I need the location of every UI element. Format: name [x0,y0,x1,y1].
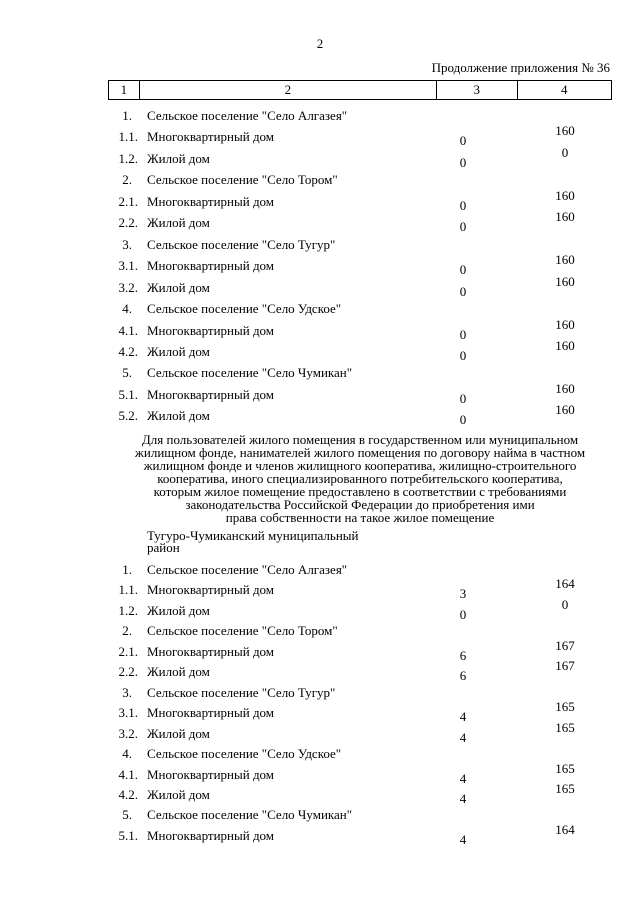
row-value-col3: 4 [459,770,467,786]
district-line: район [147,540,180,555]
row-number: 4. [122,746,132,762]
paragraph-line: законодательства Российской Федерации до приобретения ими [185,497,535,512]
row-value-col3: 0 [459,262,467,278]
row-number: 2.2. [118,664,138,680]
row-value-col4: 164 [555,821,575,837]
row-name: Многоквартирный дом [147,705,275,721]
row-value-col3: 0 [459,197,467,213]
row-number: 2.1. [118,193,138,209]
continuation-label: Продолжение приложения № 36 [431,60,610,75]
row-value-col4: 160 [555,273,575,289]
paragraph-line: которым жилое помещение предоставлено в соответствии с требованиями [153,484,567,499]
row-name: Сельское поселение "Село Удское" [147,746,342,762]
row-value-col3: 4 [459,790,467,806]
table-row [0,209,640,235]
row-number: 4.1. [118,766,138,782]
row-value-col4: 167 [555,637,575,653]
row-value-col4: 165 [555,780,575,796]
row-name: Сельское поселение "Село Удское" [147,301,342,317]
row-number: 5. [122,365,132,381]
row-value-col4: 160 [555,316,575,332]
row-value-col4: 160 [555,402,575,418]
row-value-col3: 6 [459,647,467,663]
row-value-col4: 167 [555,658,575,674]
row-name: Сельское поселение "Село Тугур" [147,684,336,700]
table-row [0,780,640,806]
column-header-4: 4 [517,81,611,100]
row-value-col4: 165 [555,699,575,715]
row-number: 1.2. [118,150,138,166]
row-value-col3: 4 [459,831,467,847]
column-header-2: 2 [139,81,436,100]
row-name: Многоквартирный дом [147,322,275,338]
table-row [0,821,640,847]
row-name: Многоквартирный дом [147,129,275,145]
row-value-col3: 0 [459,412,467,428]
row-number: 1.2. [118,602,138,618]
row-name: Многоквартирный дом [147,258,275,274]
column-header-3: 3 [437,81,518,100]
row-name: Многоквартирный дом [147,766,275,782]
row-name: Жилой дом [147,725,210,741]
row-name: Многоквартирный дом [147,193,275,209]
row-value-col4: 165 [555,760,575,776]
column-header-table [108,80,612,100]
row-value-col4: 160 [555,187,575,203]
row-value-col4: 0 [561,596,569,612]
row-number: 3. [122,684,132,700]
row-name: Многоквартирный дом [147,643,275,659]
row-name: Многоквартирный дом [147,386,275,402]
row-value-col3: 0 [459,219,467,235]
row-number: 4.1. [118,322,138,338]
district-name [147,530,407,554]
district-line: Тугуро-Чумиканский муниципальный [147,528,359,543]
row-name: Жилой дом [147,786,210,802]
row-value-col3: 0 [459,283,467,299]
row-value-col4: 160 [555,209,575,225]
paragraph-line: Для пользователей жилого помещения в государственном или муниципальном [141,432,579,447]
page-number: 2 [316,36,324,51]
row-number: 3.2. [118,279,138,295]
row-name: Многоквартирный дом [147,582,275,598]
row-value-col3: 0 [459,133,467,149]
row-name: Сельское поселение "Село Чумикан" [147,365,353,381]
row-value-col4: 164 [555,576,575,592]
row-value-col3: 0 [459,154,467,170]
row-number: 4.2. [118,343,138,359]
row-value-col4: 165 [555,719,575,735]
table-row [0,719,640,745]
row-value-col3: 4 [459,729,467,745]
row-number: 1.1. [118,129,138,145]
row-value-col4: 0 [561,144,569,160]
column-header-1: 1 [109,81,140,100]
row-value-col3: 4 [459,709,467,725]
paragraph-line: кооператива, иного специализированного потребительского кооператива, [157,471,563,486]
row-value-col3: 0 [459,347,467,363]
row-value-col3: 0 [459,390,467,406]
row-value-col4: 160 [555,380,575,396]
row-number: 3.1. [118,258,138,274]
row-value-col3: 0 [459,326,467,342]
description-paragraph [108,433,612,524]
paragraph-line: жилищном фонде и членов жилищного кооператива, жилищно-строительного [143,458,577,473]
table-row [0,658,640,684]
row-number: 5. [122,807,132,823]
row-name: Жилой дом [147,343,210,359]
row-number: 1.1. [118,582,138,598]
row-name: Жилой дом [147,150,210,166]
row-number: 2.1. [118,643,138,659]
row-value-col4: 160 [555,123,575,139]
row-name: Многоквартирный дом [147,827,275,843]
row-name: Жилой дом [147,408,210,424]
table-row [0,596,640,622]
row-number: 2. [122,623,132,639]
row-name: Жилой дом [147,602,210,618]
row-name: Сельское поселение "Село Тором" [147,623,338,639]
row-name: Сельское поселение "Село Алгазея" [147,562,348,577]
table-row [0,402,640,428]
row-number: 4.2. [118,786,138,802]
row-name: Сельское поселение "Село Тором" [147,172,338,188]
row-number: 5.1. [118,386,138,402]
row-value-col3: 0 [459,606,467,622]
row-value-col3: 6 [459,668,467,684]
row-value-col4: 160 [555,337,575,353]
row-number: 4. [122,301,132,317]
row-number: 1. [122,108,132,123]
row-number: 3.1. [118,705,138,721]
row-number: 1. [122,562,132,577]
paragraph-line: права собственности на такое жилое помещение [225,510,495,525]
row-name: Сельское поселение "Село Тугур" [147,236,336,252]
table-row [0,273,640,299]
row-name: Жилой дом [147,279,210,295]
row-number: 2. [122,172,132,188]
table-row [0,337,640,363]
table-row [0,144,640,170]
row-number: 3.2. [118,725,138,741]
row-number: 2.2. [118,215,138,231]
row-number: 5.1. [118,827,138,843]
row-name: Сельское поселение "Село Алгазея" [147,108,348,123]
row-value-col4: 160 [555,252,575,268]
row-name: Жилой дом [147,215,210,231]
row-value-col3: 3 [459,586,467,602]
row-number: 3. [122,236,132,252]
row-name: Сельское поселение "Село Чумикан" [147,807,353,823]
paragraph-line: жилищном фонде, нанимателей жилого помещения по договору найма в частном [134,445,586,460]
row-name: Жилой дом [147,664,210,680]
row-number: 5.2. [118,408,138,424]
